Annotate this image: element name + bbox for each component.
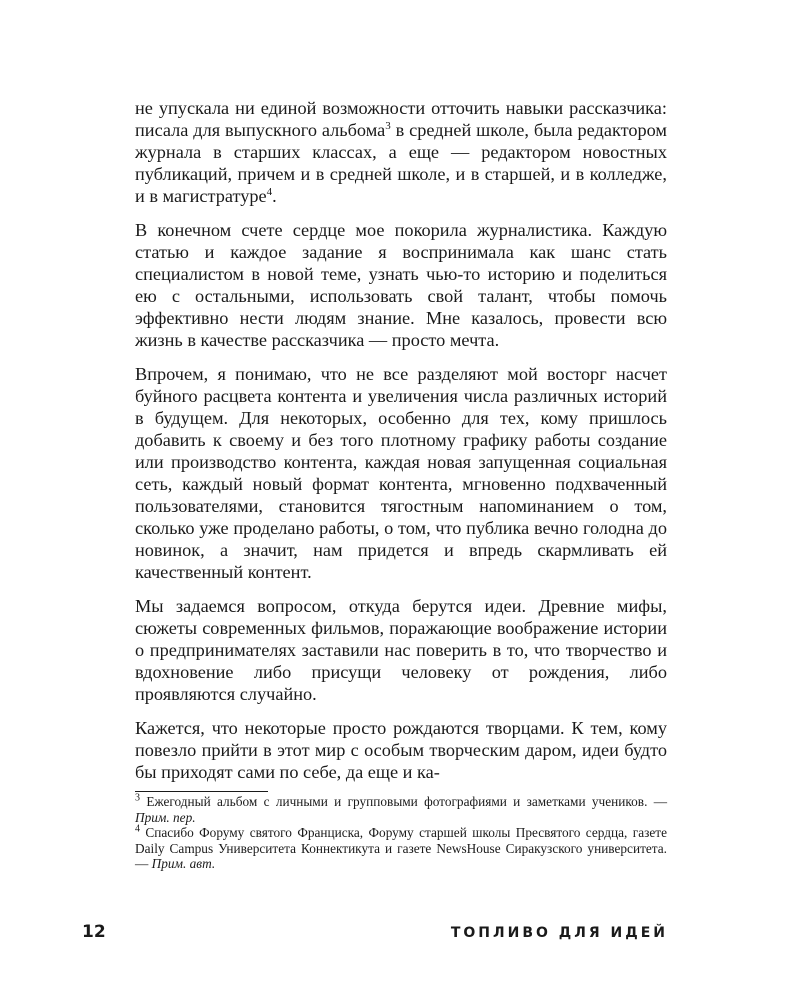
page-body [135, 97, 667, 872]
footnote-3-text: Ежегодный альбом с личными и групповыми фотографиями и заметками учеников. — [146, 794, 667, 809]
footnote-3-note: Прим. пер. [135, 809, 196, 825]
footnote-ref-4: 4 [266, 185, 273, 198]
paragraph-4: Мы задаемся вопросом, откуда берутся идеи. Древние мифы, сюжеты современных фильмов, поражающие воображение истории о предпринимателях заставили нас поверить в то, что творчество и вдохновение либо присущи человеку от рождения, либо проявляются случайно. [135, 596, 667, 704]
footnotes [135, 794, 667, 872]
footnote-4-text: Спасибо Форуму святого Франциска, Форуму старшей школы Пресвятого сердца, газете Daily Campus Университета Коннектикута и газете NewsHouse Сиракузского университета. — [135, 825, 667, 871]
paragraph-5: Кажется, что некоторые просто рождаются творцами. К тем, кому повезло прийти в этот мир с особым творческим даром, идеи будто бы приходят сами по себе, да еще и ка- [135, 718, 667, 782]
running-title: ТОПЛИВО ДЛЯ ИДЕЙ [450, 925, 668, 941]
paragraph-1 [135, 97, 667, 207]
page-number: 12 [82, 922, 106, 942]
footnote-4 [135, 825, 667, 872]
footnote-3-mark: 3 [135, 792, 140, 804]
paragraph-1-text-c: . [272, 186, 277, 206]
page-footer [82, 922, 668, 942]
footnote-divider [135, 791, 268, 792]
footnote-4-note: Прим. авт. [151, 856, 216, 871]
footnote-3 [135, 794, 667, 825]
footnote-ref-3: 3 [385, 119, 391, 132]
footnote-4-mark: 4 [135, 823, 140, 835]
paragraph-2: В конечном счете сердце мое покорила журналистика. Каждую статью и каждое задание я воспринимала как шанс стать специалистом в новой теме, узнать чью-то историю и поделиться ею с остальными, использовать свой талант, чтобы помочь эффективно нести людям знание. Мне казалось, провести всю жизнь в качестве рассказчика — просто мечта. [135, 220, 667, 350]
paragraph-3: Впрочем, я понимаю, что не все разделяют мой восторг насчет буйного расцвета контента и увеличения числа различных историй в будущем. Для некоторых, особенно для тех, кому пришлось добавить к своему и без того плотному графику работы создание или производство контента, каждая новая запущенная социальная сеть, каждый новый формат контента, мгновенно подхваченный пользователями, становится тягостным напоминанием о том, сколько уже проделано работы, о том, что публика вечно голодна до новинок, а значит, нам придется и впредь скармливать ей качественный контент. [135, 364, 667, 582]
paragraph-1-text-a: не упускала ни единой возможности отточить навыки рассказчика: писала для выпускного альбома [135, 98, 667, 140]
paragraph-1-text-b: в средней школе, была редактором журнала в старших классах, а еще — редактором новостных публикаций, причем и в средней школе, и в старшей, и в колледже, и в магистратуре [135, 120, 667, 206]
